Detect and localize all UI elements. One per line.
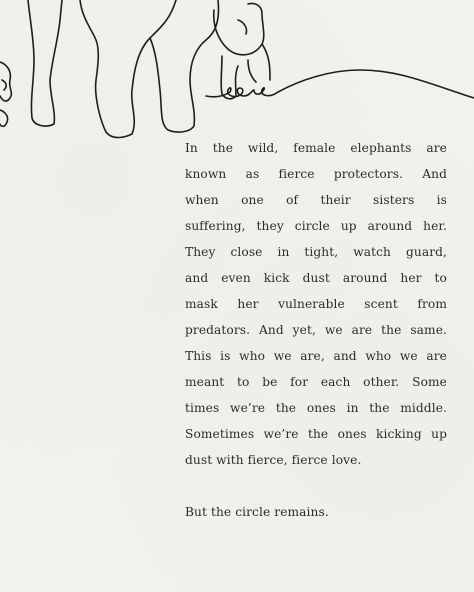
paragraph-line: when one of their sisters is [185, 193, 447, 207]
paragraph-line: known as fierce protectors. And [185, 167, 447, 181]
elephant-line-art-icon [0, 0, 474, 140]
elephant-leg-left [28, 0, 62, 126]
paragraph-line: In the wild, female elephants are [185, 141, 447, 155]
paragraph-line: suffering, they circle up around her. [185, 219, 447, 233]
paragraph-line: and even kick dust around her to [185, 271, 447, 285]
paragraph-line: This is who we are, and who we are [185, 349, 447, 363]
paragraph-line: times we’re the ones in the middle. [185, 401, 447, 415]
elephant-body-curve [150, 0, 219, 132]
story-text [185, 135, 447, 525]
closing-line: But the circle remains. [185, 505, 329, 519]
paragraph-line: predators. And yet, we are the same. [185, 323, 447, 337]
elephant-ear [214, 3, 264, 54]
paragraph-line: They close in tight, watch guard, [185, 245, 447, 259]
paragraph-line: mask her vulnerable scent from [185, 297, 447, 311]
paragraph-line: meant to be for each other. Some [185, 375, 447, 389]
calf-outline [0, 62, 11, 126]
paragraph-line: dust with fierce, fierce love. [185, 453, 362, 467]
ground-line-love-signature [206, 70, 474, 98]
paragraph-gap [185, 473, 447, 499]
paragraph-line: Sometimes we’re the ones kicking up [185, 427, 447, 441]
